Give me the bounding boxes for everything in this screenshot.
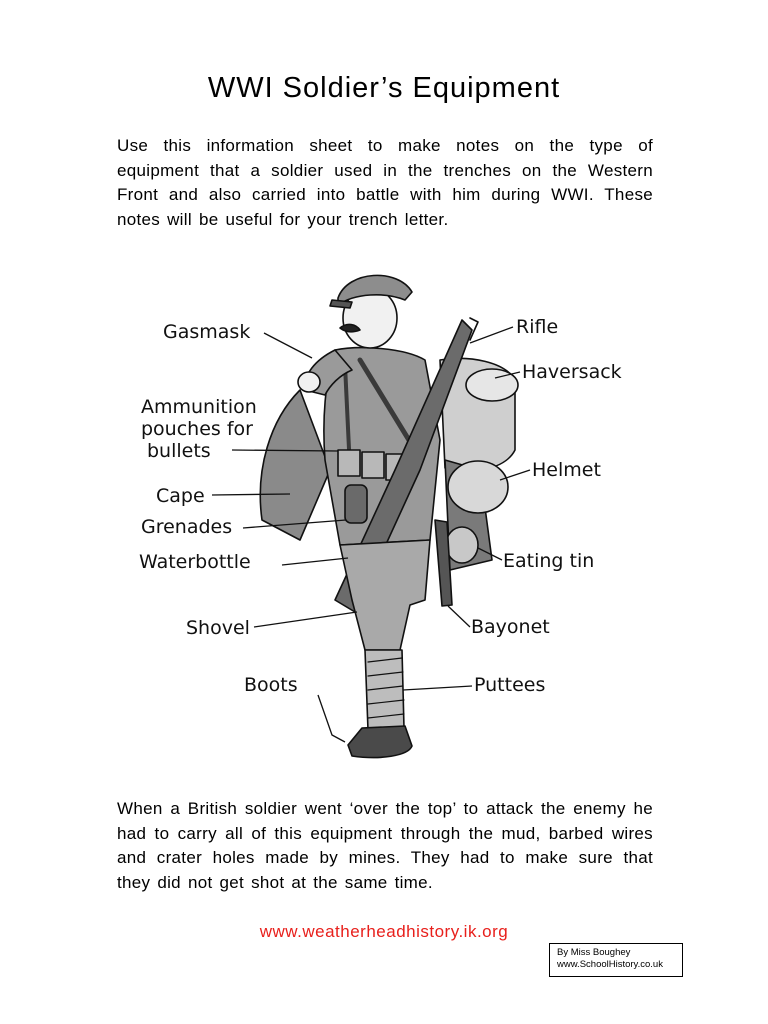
label-ammunition-line2: pouches for <box>141 418 253 440</box>
label-haversack: Haversack <box>522 361 622 383</box>
outro-text: When a British soldier went ‘over the top’ to attack the enemy he had to carry all of this equipment through the mud, barbed wires and crater holes made by mines. They had to make sure that they did not get shot at the same time. <box>117 799 653 892</box>
label-shovel: Shovel <box>186 617 250 639</box>
label-rifle: Rifle <box>516 316 559 338</box>
label-eating-tin: Eating tin <box>503 550 595 572</box>
label-ammunition-line3: bullets <box>147 440 211 462</box>
page-title: WWI Soldier’s Equipment <box>207 72 561 104</box>
label-grenades: Grenades <box>141 516 233 538</box>
intro-paragraph <box>117 134 653 232</box>
credit-website: www.SchoolHistory.co.uk <box>557 959 663 970</box>
label-ammunition-line1: Ammunition <box>141 396 257 418</box>
intro-text: Use this information sheet to make notes on the type of equipment that a soldier used in the trenches on the Western Front and also carried into battle with him during WWI. These notes will be useful for your trench letter. <box>117 136 653 229</box>
website-link[interactable]: www.weatherheadhistory.ik.org <box>259 922 509 941</box>
credit-box <box>549 943 683 977</box>
label-bayonet: Bayonet <box>471 616 550 638</box>
soldier-illustration <box>0 250 768 780</box>
label-cape: Cape <box>156 485 205 507</box>
outro-paragraph <box>117 797 653 895</box>
label-waterbottle: Waterbottle <box>139 551 251 573</box>
label-helmet: Helmet <box>532 459 601 481</box>
label-boots: Boots <box>244 674 298 696</box>
label-puttees: Puttees <box>474 674 546 696</box>
credit-author: By Miss Boughey <box>557 947 631 958</box>
label-gasmask: Gasmask <box>163 321 251 343</box>
